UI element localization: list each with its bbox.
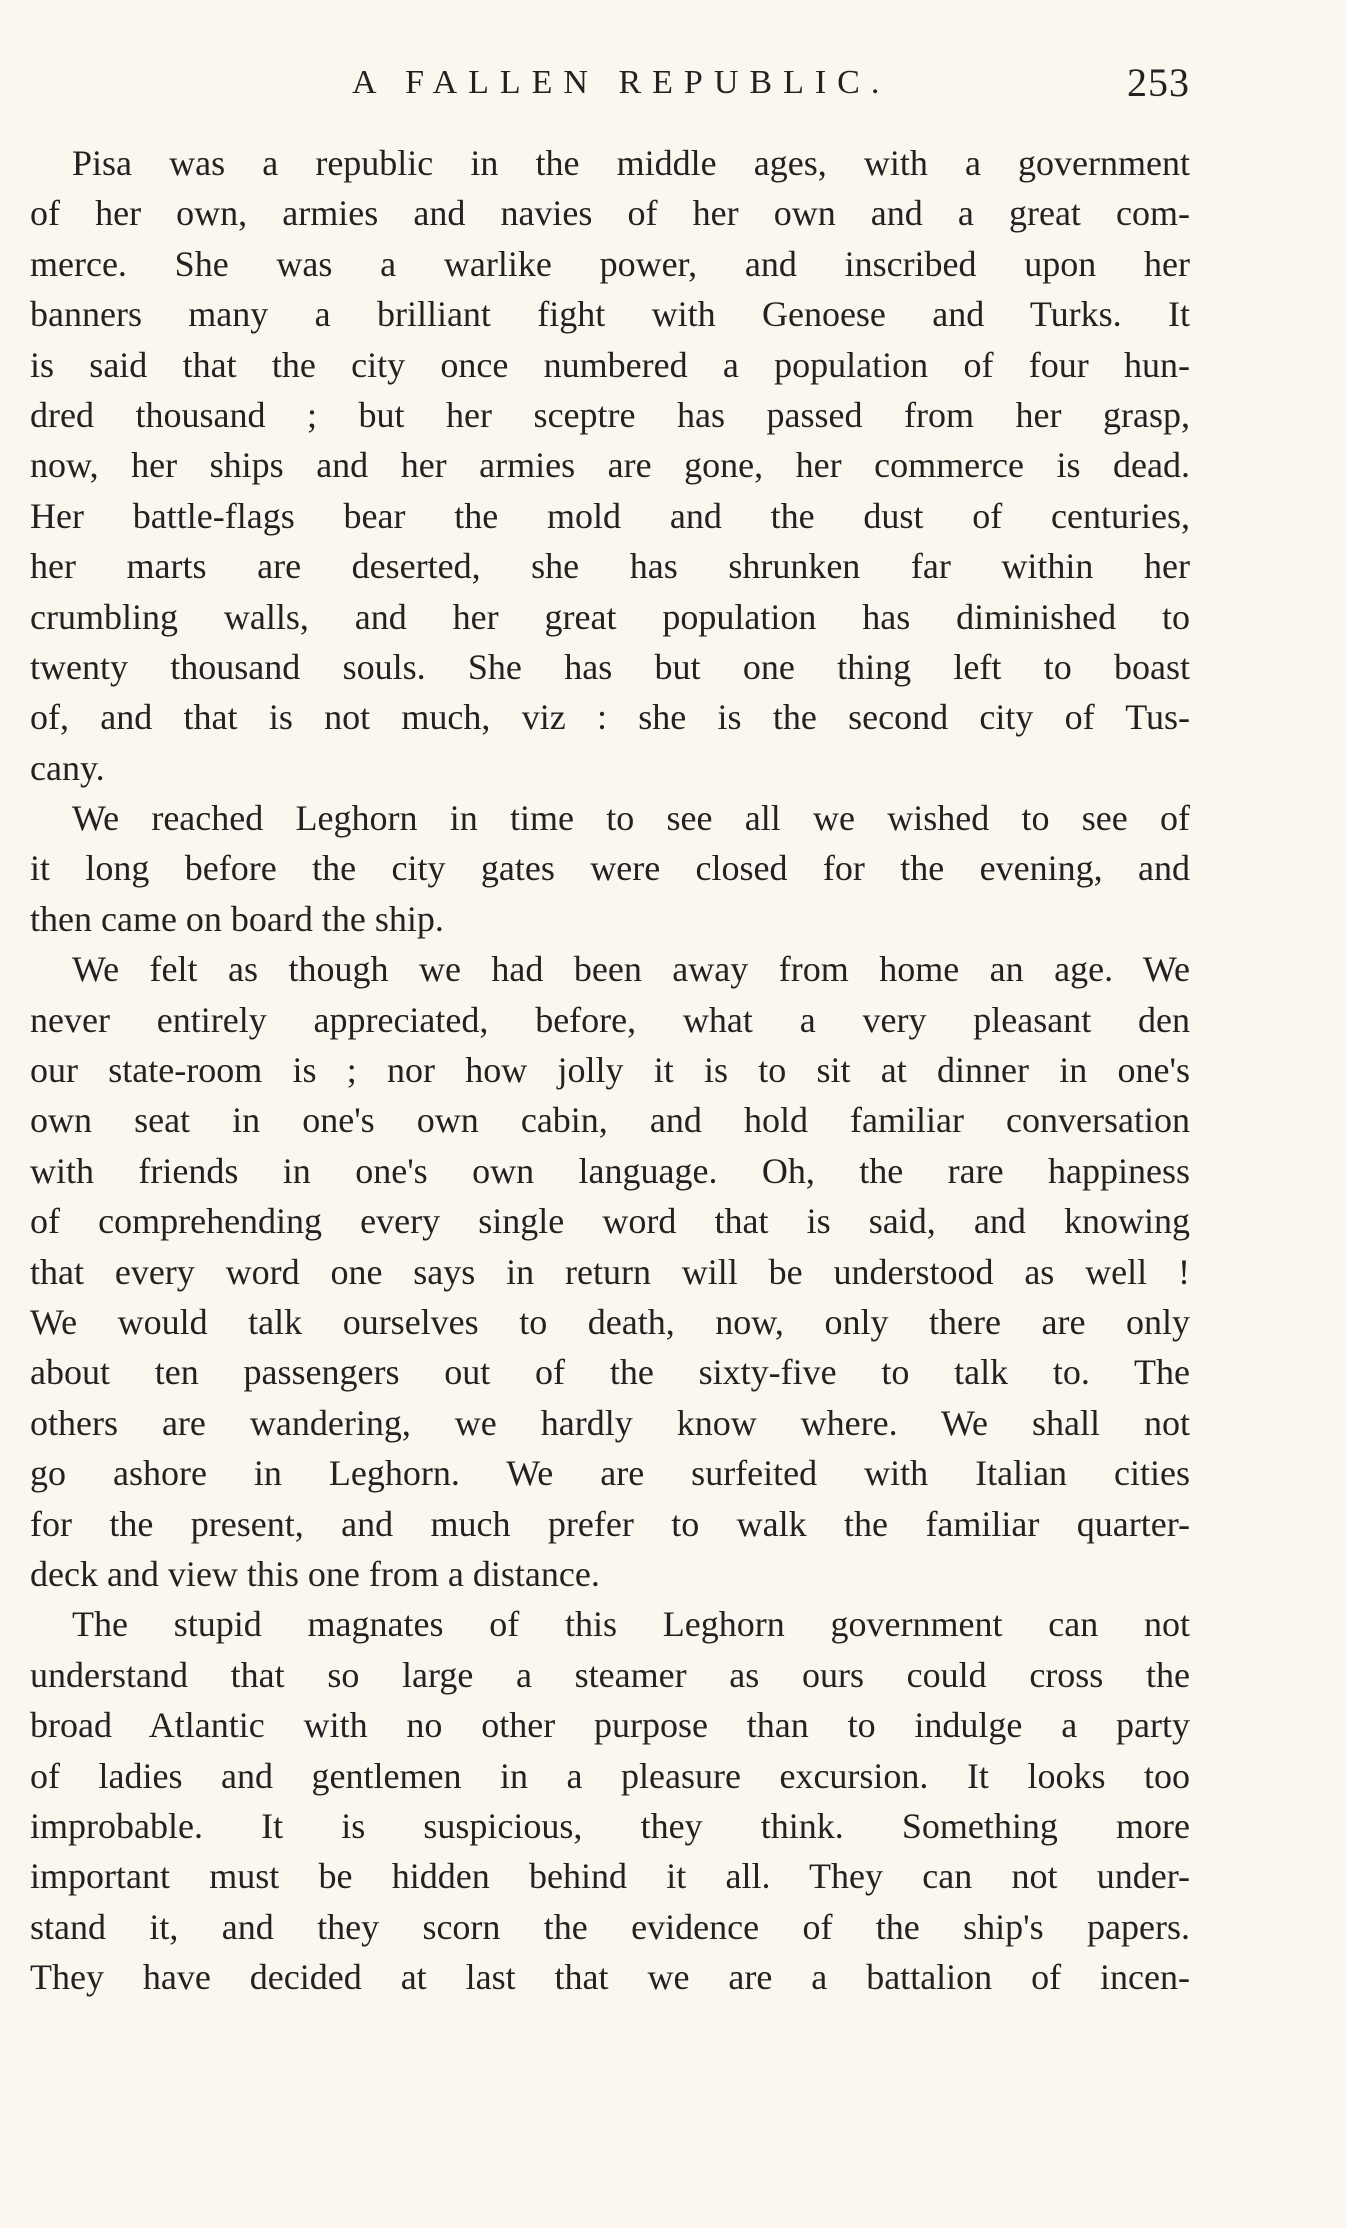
running-head [30,60,1190,106]
text-line: now, her ships and her armies are gone, her commerce is dead. [30,445,1190,486]
text-line: our state-room is ; nor how jolly it is to sit at dinner in one's [30,1050,1190,1091]
text-line: never entirely appreciated, before, what a very pleasant den [30,999,1190,1040]
text-line: of ladies and gentlemen in a pleasure excursion. It looks too [30,1755,1190,1796]
text-line: of her own, armies and navies of her own and a great com- [30,193,1190,234]
text-line: Her battle-flags bear the mold and the dust of centuries, [30,495,1190,536]
text-line: of comprehending every single word that is said, and knowing [30,1201,1190,1242]
text-line: is said that the city once numbered a population of four hun- [30,344,1190,385]
text-line: Pisa was a republic in the middle ages, with a government [72,143,1190,183]
text-line: We reached Leghorn in time to see all we wished to see of [72,798,1190,839]
text-line: We would talk ourselves to death, now, only there are only [30,1301,1190,1342]
text-line: own seat in one's own cabin, and hold familiar conversation [30,1100,1190,1141]
text-line: cany. [30,747,105,788]
text-line: important must be hidden behind it all. They can not under- [30,1856,1190,1897]
text-line: banners many a brilliant fight with Genoese and Turks. It [30,294,1190,335]
text-line: dred thousand ; but her sceptre has passed from her grasp, [30,394,1190,435]
page-number: 253 [1127,60,1190,105]
text-line: stand it, and they scorn the evidence of the ship's papers. [30,1906,1190,1947]
running-title: A FALLEN REPUBLIC. [352,64,891,101]
text-line: deck and view this one from a distance. [30,1553,600,1594]
text-line: broad Atlantic with no other purpose than to indulge a party [30,1705,1190,1746]
text-line: that every word one says in return will be understood as well ! [30,1251,1190,1292]
text-line: it long before the city gates were closed for the evening, and [30,848,1190,889]
text-line: her marts are deserted, she has shrunken far within her [30,546,1190,587]
text-line: for the present, and much prefer to walk the familiar quarter- [30,1503,1190,1544]
text-line: others are wandering, we hardly know where. We shall not [30,1402,1190,1443]
text-line: of, and that is not much, viz : she is the second city of Tus- [30,697,1190,738]
text-line: We felt as though we had been away from home an age. We [72,949,1190,990]
text-line: understand that so large a steamer as ours could cross the [30,1654,1190,1695]
text-line: crumbling walls, and her great population has diminished to [30,596,1190,637]
text-line: merce. She was a warlike power, and inscribed upon her [30,243,1190,284]
text-line: improbable. It is suspicious, they think. Something more [30,1805,1190,1846]
text-line: go ashore in Leghorn. We are surfeited with Italian cities [30,1453,1190,1494]
text-line: about ten passengers out of the sixty-five to talk to. The [30,1352,1190,1393]
text-line: The stupid magnates of this Leghorn government can not [72,1604,1190,1645]
text-line: twenty thousand souls. She has but one thing left to boast [30,646,1190,687]
text-line: They have decided at last that we are a battalion of incen- [30,1957,1190,1998]
text-line: with friends in one's own language. Oh, the rare happiness [30,1150,1190,1191]
text-line: then came on board the ship. [30,898,444,939]
body-text [30,138,1190,2002]
